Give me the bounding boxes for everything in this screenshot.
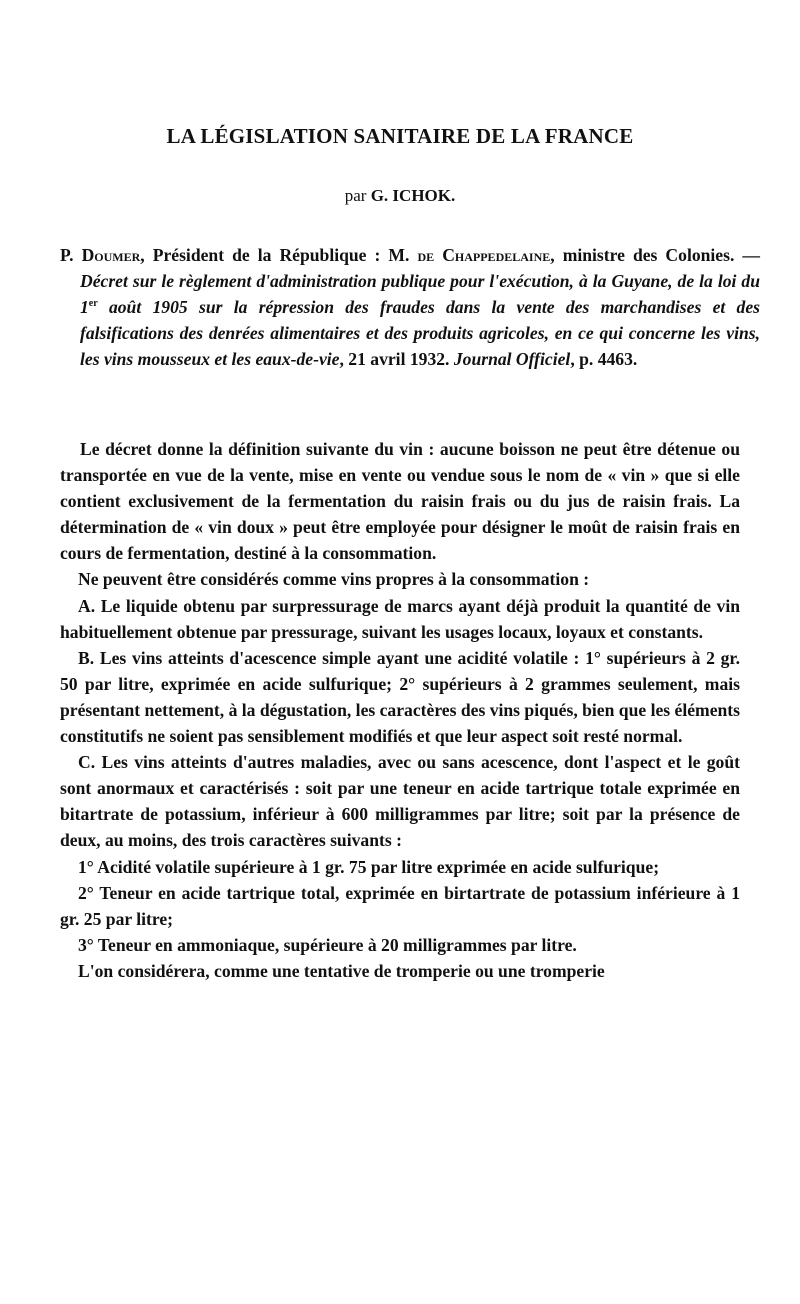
paragraph-item-b: B. Les vins atteints d'acescence simple ayant une acidité volatile : 1° supérieurs à 2 gr. 50 par litre, exprimée en acide sulfurique; 2° supérieurs à 2 grammes seulement, mais présentant nettement, à la dégustation, les caractères des vins piqués, bien que les éléments constitutifs ne soient pas sensiblement modifiés et que leur aspect soit resté normal. [60, 647, 740, 747]
paragraph-closing: L'on considérera, comme une tentative de tromperie ou une tromperie [78, 960, 605, 981]
paragraph-item-c: C. Les vins atteints d'autres maladies, avec ou sans acescence, dont l'aspect et le goût sont anormaux et caractérisés : soit par une teneur en acide tartrique totale exprimée en bitartrate de potassium, inférieur à 600 milligrammes par litre; soit par la présence de deux, au moins, des trois caractères suivants : [60, 752, 740, 851]
paragraph-item-a: A. Le liquide obtenu par surpressurage de marcs ayant déjà produit la quantité de vin habituellement obtenue par pressurage, suivant les usages locaux, loyaux et constants. [60, 595, 740, 642]
journal-name: Journal Officiel [453, 349, 571, 369]
decree-title-b: août 1905 sur la répression des fraudes dans la vente des marchandises et des falsifications des denrées alimentaires et des produits agricoles, en ce qui concerne les vins, les vins mousseux et les eaux-de-vie [80, 297, 760, 369]
body-text [60, 436, 740, 984]
citation-head-a: P. [60, 245, 82, 265]
president-name: Doumer [81, 245, 141, 265]
author-name: G. ICHOK. [370, 186, 456, 205]
journal-page: , p. 4463. [570, 349, 638, 369]
decree-date: , 21 avril 1932. [339, 349, 454, 369]
paragraph-intro-list: Ne peuvent être considérés comme vins propres à la consommation : [78, 569, 590, 590]
paragraph-criterion-2: 2° Teneur en acide tartrique total, exprimée en birtartrate de potassium inférieure à 1 gr. 25 par litre; [60, 882, 740, 929]
citation-head-b: , Président de la République : M. [140, 245, 418, 265]
minister-name: de Chappedelaine [417, 245, 551, 265]
citation-head-c: , ministre des Colonies. — [550, 245, 760, 265]
decree-title-a: Décret sur le règlement d'administration publique pour l'exécution, à la Guyane, de la loi du 1 [80, 271, 760, 317]
decree-citation [60, 242, 760, 372]
paragraph-criterion-3: 3° Teneur en ammoniaque, supérieure à 20 milligrammes par litre. [78, 934, 577, 955]
document-title: LA LÉGISLATION SANITAIRE DE LA FRANCE [166, 124, 634, 148]
byline-lead: par [344, 186, 367, 205]
decree-sup: er [88, 298, 98, 310]
paragraph-definition: Le décret donne la définition suivante du vin : aucune boisson ne peut être détenue ou transportée en vue de la vente, mise en vente ou vendue sous le nom de « vin » que si elle contient exclusivement de la fermentation du raisin frais ou du jus de raisin frais. La détermination de « vin doux » peut être employée pour désigner le moût de raisin frais en cours de fermentation, destiné à la consommation. [60, 439, 740, 564]
author-byline [0, 186, 800, 206]
paragraph-criterion-1: 1° Acidité volatile supérieure à 1 gr. 75 par litre exprimée en acide sulfurique; [78, 856, 660, 877]
